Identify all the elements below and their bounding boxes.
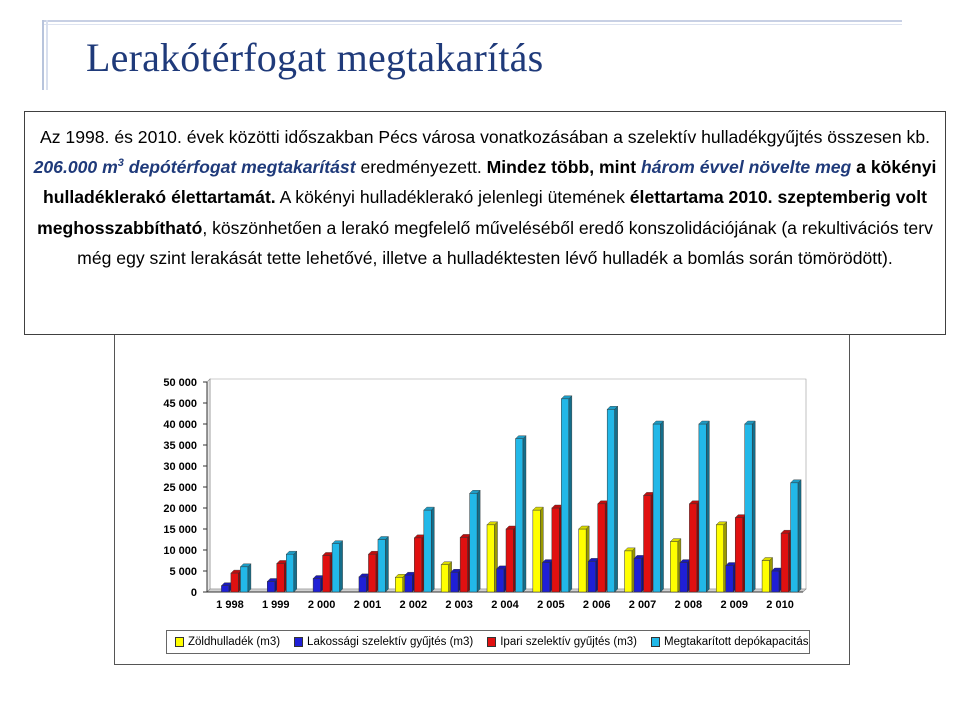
bar-side (752, 421, 755, 592)
chart-legend (166, 630, 810, 654)
bar-side (661, 421, 664, 592)
bar (791, 483, 799, 592)
bar-side (798, 480, 801, 592)
bar (680, 563, 688, 592)
bar (267, 582, 275, 593)
text-run: Az 1998. és 2010. évek közötti időszakban Pécs városa vonatkozásában a szelektív hulladékgyűjtés összesen kb. (40, 127, 930, 147)
bar-side (385, 537, 388, 593)
bar-side (523, 436, 526, 592)
bold-lifetime: élettartama 2010. szeptemberig volt meghosszabbítható (37, 187, 928, 238)
slide-title: Lerakótérfogat megtakarítás (86, 35, 544, 80)
decorative-top-line-2 (42, 24, 902, 25)
bar (634, 558, 642, 592)
bar (451, 572, 459, 592)
highlight-volume-number: 206.000 m (33, 157, 118, 178)
bar (516, 439, 524, 592)
x-tick-label: 2 007 (628, 599, 657, 611)
legend-label: Zöldhulladék (m3) (188, 636, 281, 648)
bar-side (615, 406, 618, 592)
text-run: A kökényi hulladéklerakó jelenlegi ütemének (275, 187, 630, 208)
bar (378, 540, 386, 593)
bar (497, 569, 505, 592)
legend-item (651, 636, 808, 648)
bar (762, 561, 770, 593)
bar (561, 399, 569, 592)
bar (332, 544, 340, 592)
bar (240, 567, 248, 592)
bar-side (569, 396, 572, 592)
bar (221, 586, 229, 592)
cubic-superscript: 3 (117, 157, 124, 170)
legend-swatch (175, 637, 184, 647)
bar (323, 555, 331, 592)
y-tick-label: 45 000 (163, 398, 197, 410)
legend-item (294, 636, 473, 648)
decorative-top-line (42, 20, 902, 22)
bar-side (431, 507, 434, 592)
bar (625, 551, 633, 592)
highlight-volume-text: depótérfogat megtakarítást (123, 157, 356, 178)
legend-swatch (651, 637, 660, 647)
bar (726, 566, 734, 592)
bar-side (340, 541, 343, 592)
y-tick-label: 30 000 (163, 461, 197, 473)
bar (470, 493, 478, 592)
x-tick-label: 2 002 (399, 599, 428, 611)
bar-side (706, 421, 709, 592)
bold-run: a kökényi hulladéklerakó élettartamát. (42, 157, 937, 208)
decorative-left-bar (42, 20, 48, 90)
bar (542, 563, 550, 592)
bar (699, 424, 707, 592)
bar (414, 538, 422, 592)
y-tick-label: 15 000 (163, 524, 197, 536)
bar (506, 529, 514, 592)
y-tick-label: 35 000 (163, 440, 197, 452)
x-tick-label: 2 000 (307, 599, 336, 611)
legend-label: Megtakarított depókapacitás (664, 636, 809, 648)
x-tick-label: 2 008 (674, 599, 703, 611)
bar (598, 504, 606, 592)
bar (286, 554, 294, 592)
bar-chart (114, 335, 850, 635)
bar (552, 508, 560, 592)
bar-side (248, 564, 251, 592)
bar (424, 510, 432, 592)
text-run: , köszönhetően a lerakó megfelelő műveléséből eredő konszolidációjának (a rekultivációs terv még egy szint lerakását tette lehetővé, illetve a hulladéktesten lévő hulladék a bomlás során tömörödött). (77, 217, 933, 268)
highlight-volume (34, 157, 356, 177)
bar (607, 409, 615, 592)
bar (644, 495, 652, 592)
y-tick-label: 25 000 (163, 482, 197, 494)
y-tick-label: 20 000 (163, 503, 197, 515)
legend-label: Lakossági szelektív gyűjtés (m3) (307, 636, 474, 648)
bar-side (294, 551, 297, 592)
bar (745, 424, 753, 592)
bar (716, 525, 724, 592)
bar (487, 525, 495, 592)
legend-swatch (487, 637, 496, 647)
y-tick-label: 50 000 (163, 377, 197, 389)
y-tick-label: 40 000 (163, 419, 197, 431)
x-tick-label: 1 999 (262, 599, 290, 611)
bar (735, 518, 743, 592)
bar (772, 571, 780, 592)
text-run: eredményezett. (355, 157, 487, 178)
bar (689, 504, 697, 592)
bar (277, 563, 285, 592)
x-tick-label: 2 005 (537, 599, 565, 611)
x-tick-label: 2 006 (582, 599, 611, 611)
x-tick-label: 2 001 (353, 599, 382, 611)
bar (781, 533, 789, 592)
legend-swatch (294, 637, 303, 647)
bar (313, 579, 321, 592)
legend-label: Ipari szelektív gyűjtés (m3) (500, 636, 637, 648)
bar (359, 577, 367, 592)
bar (395, 577, 403, 592)
bar (653, 424, 661, 592)
bar (533, 510, 541, 592)
bar (405, 575, 413, 592)
x-tick-label: 1 998 (216, 599, 244, 611)
x-tick-label: 2 004 (491, 599, 519, 611)
y-tick-label: 5 000 (169, 566, 197, 578)
bar (368, 554, 376, 592)
bar (441, 565, 449, 592)
legend-item (487, 636, 637, 648)
y-tick-label: 0 (190, 587, 197, 599)
x-tick-label: 2 010 (766, 599, 794, 611)
bar (670, 542, 678, 592)
highlight-years: három évvel növelte meg (641, 157, 852, 178)
legend-item (175, 636, 280, 648)
x-tick-label: 2 009 (720, 599, 748, 611)
x-tick-label: 2 003 (445, 599, 473, 611)
bar (231, 573, 239, 592)
bar (588, 561, 596, 592)
bar (579, 529, 587, 592)
summary-textbox (24, 111, 946, 335)
bar (460, 537, 468, 592)
y-tick-label: 10 000 (163, 545, 197, 557)
bold-run: Mindez több, mint (486, 157, 642, 178)
bar-side (477, 490, 480, 592)
